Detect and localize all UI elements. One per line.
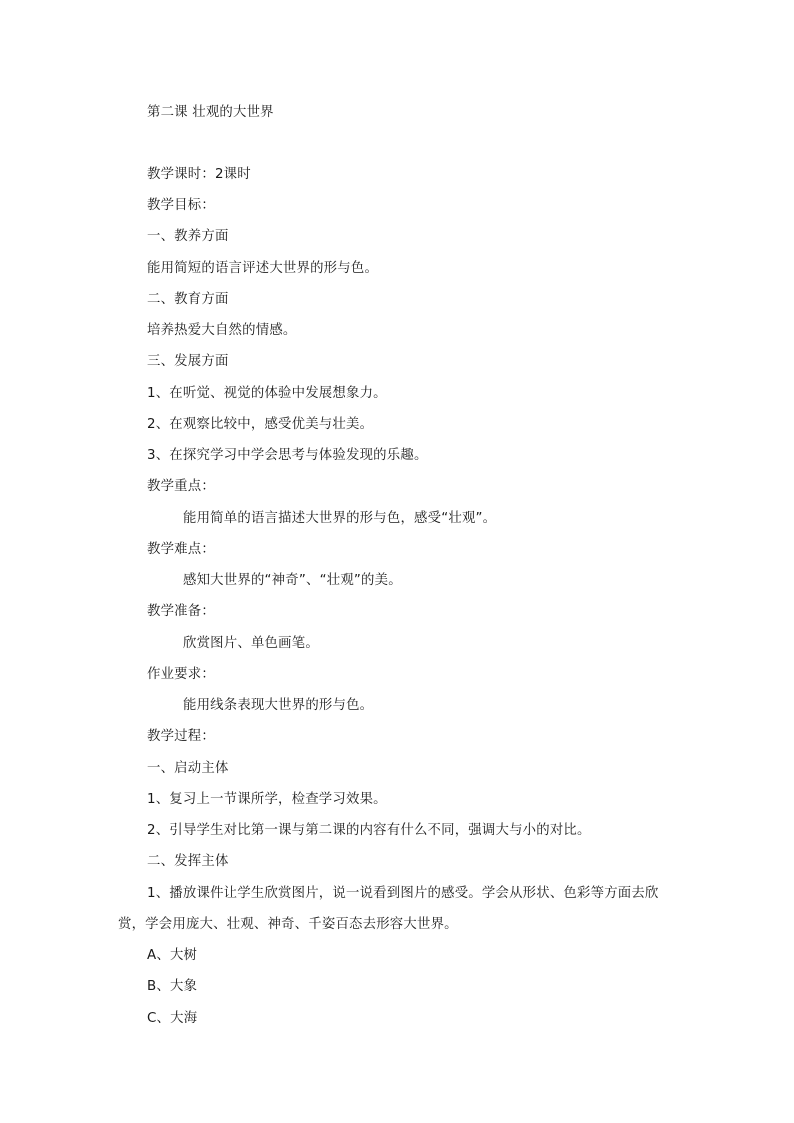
text-line-section-3: 三、发展方面 xyxy=(147,354,229,369)
list-item: 1、在听觉、视觉的体验中发展想象力。 xyxy=(147,386,387,401)
option-item: C、大海 xyxy=(147,1011,198,1026)
list-item: 2、在观察比较中，感受优美与壮美。 xyxy=(147,417,374,432)
list-item: 2、引导学生对比第一课与第二课的内容有什么不同，强调大与小的对比。 xyxy=(147,823,591,838)
paragraph-appreciation: 1、播放课件让学生欣赏图片，说一说看到图片的感受。学会从形状、色彩等方面去欣赏，学会用庞大、壮观、神奇、千姿百态去形容大世界。 xyxy=(118,886,659,932)
text-line-key-points-heading: 教学重点： xyxy=(147,479,215,494)
list-item: 3、在探究学习中学会思考与体验发现的乐趣。 xyxy=(147,448,428,463)
text-line: 培养热爱大自然的情感。 xyxy=(147,323,297,338)
text-line-process-heading: 教学过程： xyxy=(147,729,215,744)
document-title: 第二课 壮观的大世界 xyxy=(147,105,274,120)
text-line-section-1: 一、教养方面 xyxy=(147,229,229,244)
option-item: A、大树 xyxy=(147,948,198,963)
text-line-indented: 欣赏图片、单色画笔。 xyxy=(183,636,319,651)
text-line-section-2: 二、教育方面 xyxy=(147,292,229,307)
text-line-step-1: 一、启动主体 xyxy=(147,761,229,776)
text-line-difficulties-heading: 教学难点： xyxy=(147,542,215,557)
text-line-preparation-heading: 教学准备： xyxy=(147,604,215,619)
option-item: B、大象 xyxy=(147,979,198,994)
text-line-objectives-heading: 教学目标： xyxy=(147,198,215,213)
text-line-class-hours: 教学课时：2课时 xyxy=(147,167,251,182)
text-line-step-2: 二、发挥主体 xyxy=(147,854,229,869)
list-item: 1、复习上一节课所学，检查学习效果。 xyxy=(147,792,387,807)
text-line-homework-heading: 作业要求： xyxy=(147,667,215,682)
text-line: 能用简短的语言评述大世界的形与色。 xyxy=(147,261,379,276)
text-line-indented: 能用线条表现大世界的形与色。 xyxy=(183,698,374,713)
text-line-indented: 能用简单的语言描述大世界的形与色，感受“壮观”。 xyxy=(183,511,497,526)
text-line-indented: 感知大世界的“神奇”、“壮观”的美。 xyxy=(183,573,402,588)
